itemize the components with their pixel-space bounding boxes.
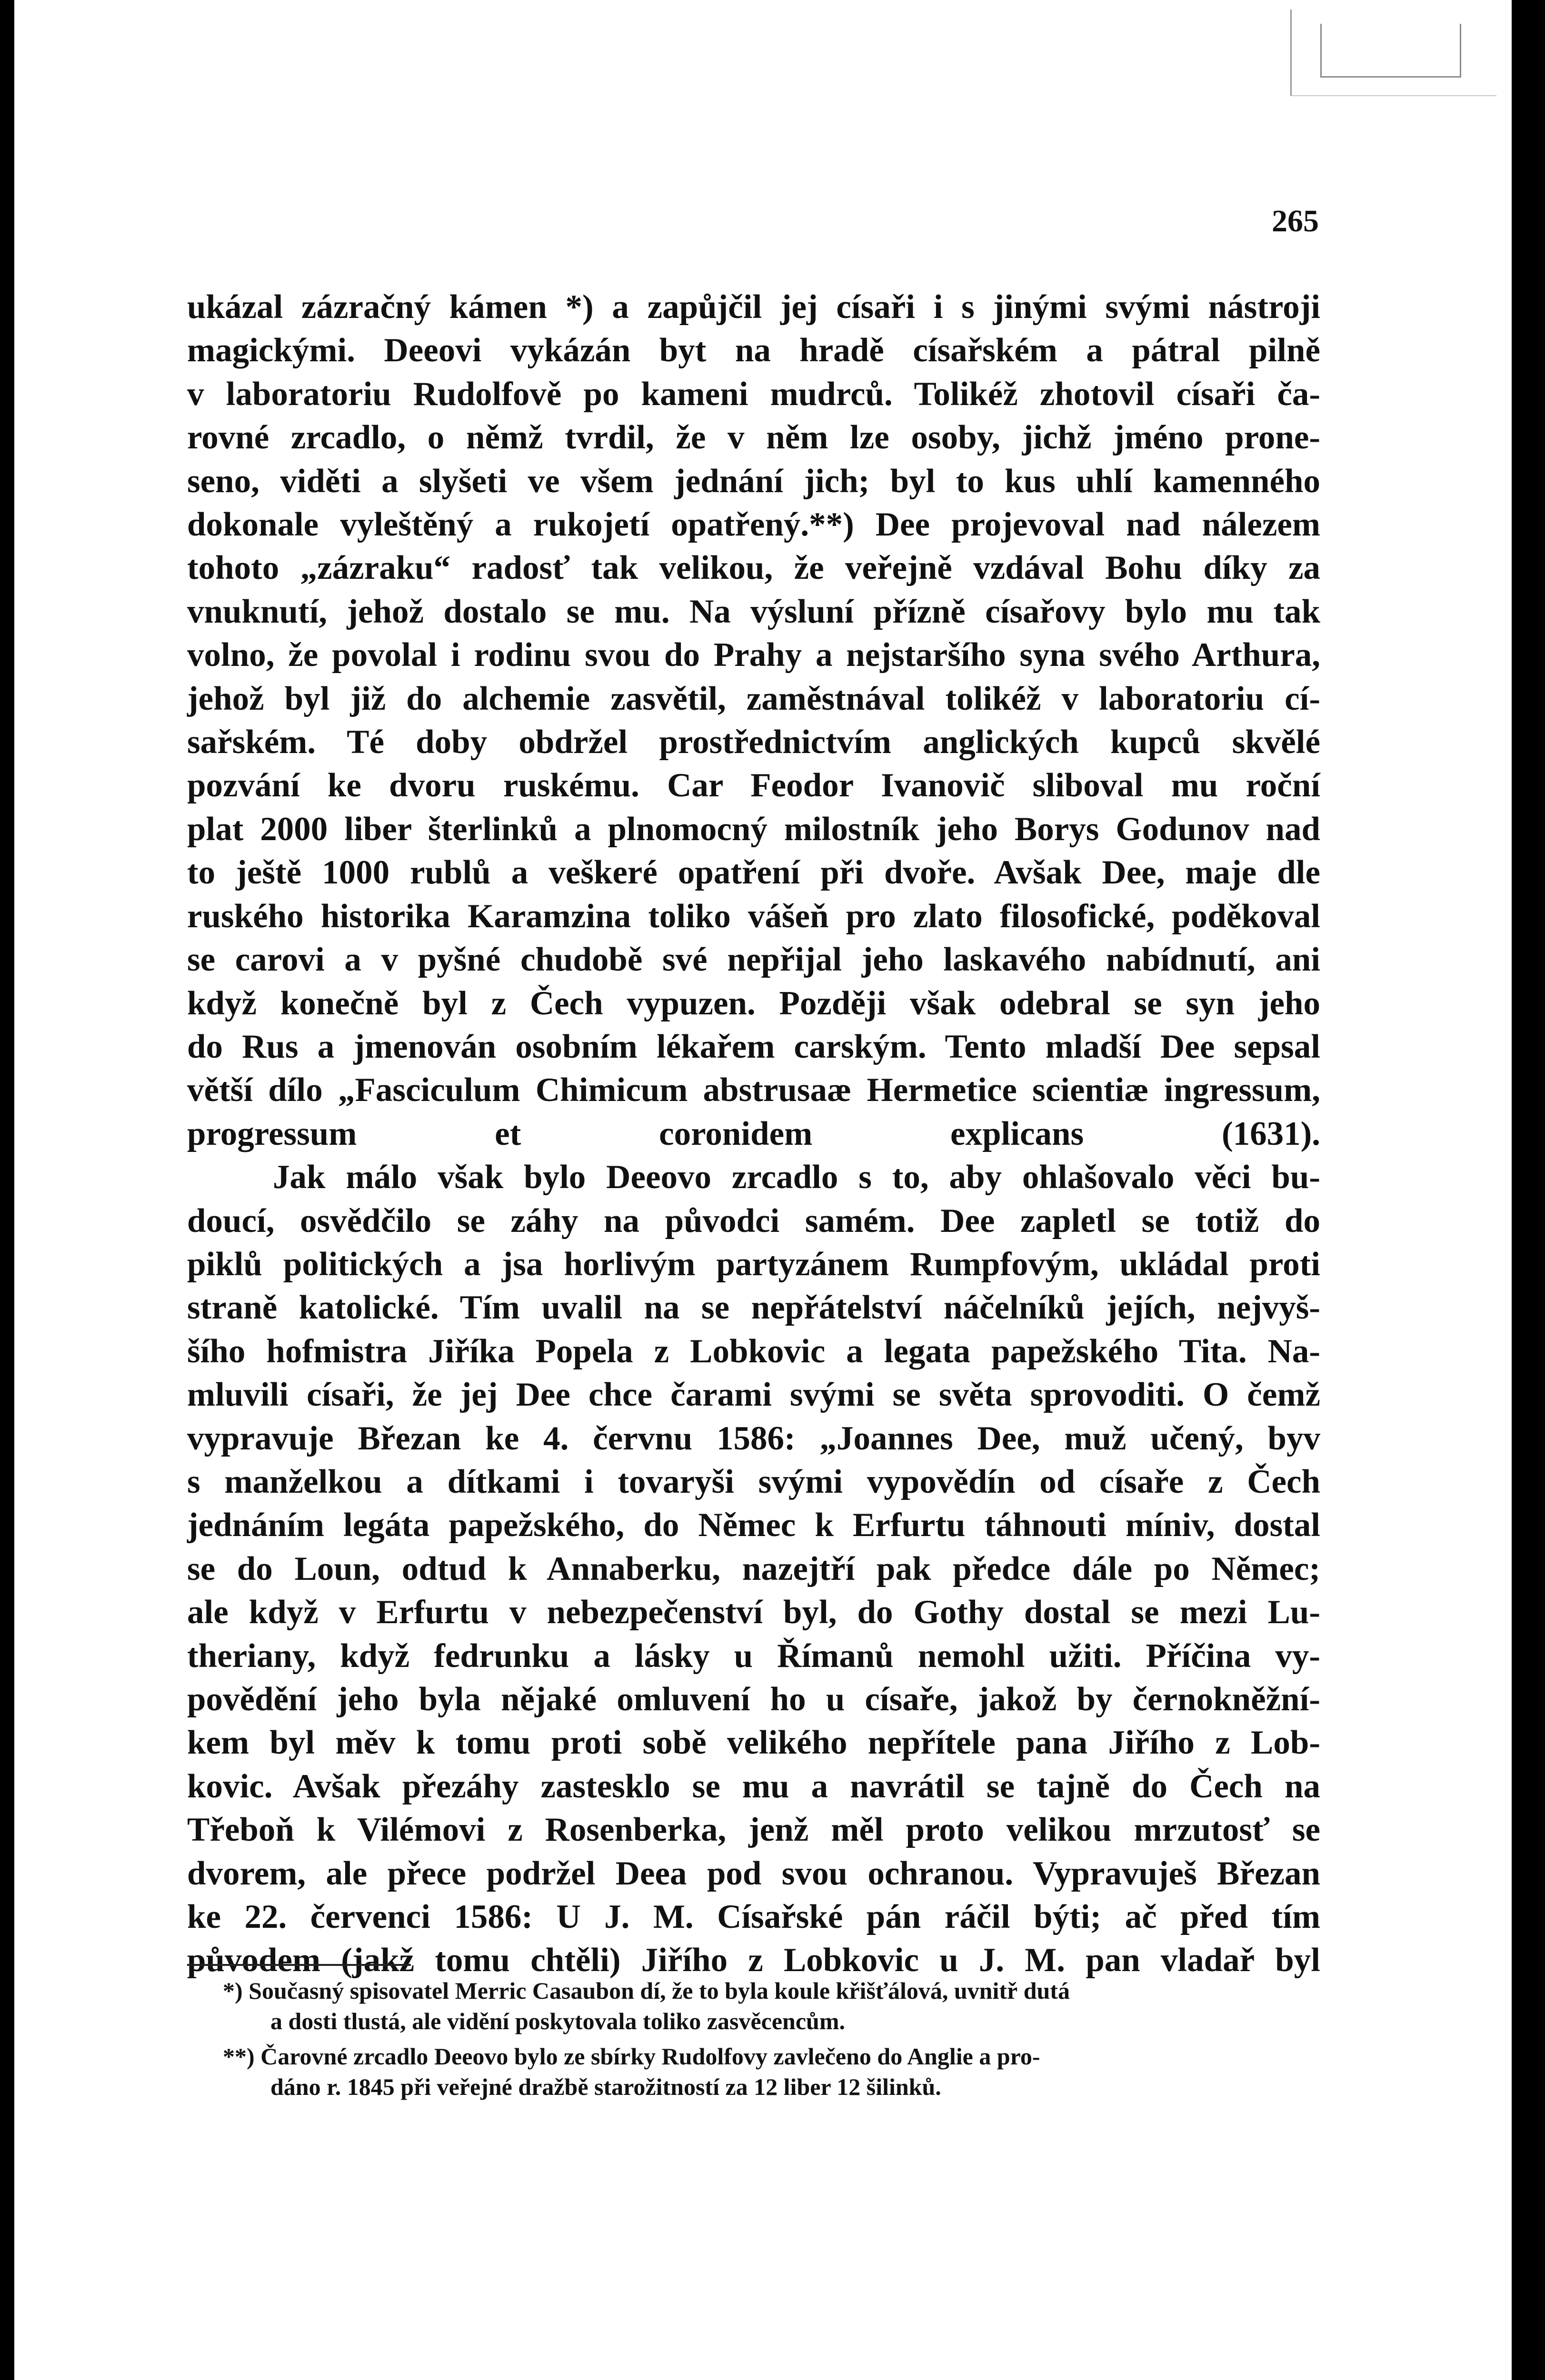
footnote: **) Čarovné zrcadlo Deeovo bylo ze sbírky Rudolfovy zavlečeno do Anglie a pro- dáno r. 1845 při veřejné dražbě starožitností za 12 liber 12 šilinků. <box>223 2043 1040 2100</box>
page-number: 265 <box>1272 204 1319 238</box>
paragraph: Jak málo však bylo Deeovo zrcadlo s to, aby ohlašovalo věci bu- doucí, osvědčilo se záhy na původci samém. Dee zapletl se totiž do piklů politických a jsa horlivým partyzánem Rumpfovým, ukládal proti straně katolické. Tím uvalil na se nepřátelství náčelníků jejích, nejvyš- šího hofmistra Jiříka Popela z Lobkovic a legata papežského Tita. Na- mluvili císaři, že jej Dee chce čarami svými se světa sprovoditi. O čemž vypravuje Březan ke 4. červnu 1586: „Joannes Dee, muž učený, byv s manželkou a dítkami i tovaryši svými vypovědín od císaře z Čech jednáním legáta papežského, do Němec k Erfurtu táhnouti míniv, dostal se do Loun, odtud k Annaberku, nazejtří pak předce dále po Němec; ale když v Erfurtu v nebezpečenství byl, do Gothy dostal se mezi Lu- theriany, když fedrunku a lásky u Římanů nemohl užiti. Příčina vy- povědění jeho byla nějaké omluvení ho u císaře, jakož by černokněžní- kem byl měv k tomu proti sobě velikého nepřítele pana Jiřího z Lob- kovic. Avšak přezáhy zastesklo se mu a navrátil se tajně do Čech na Třeboň k Vilémovi z Rosenberka, jenž měl proto velikou mrzutosť se dvorem, ale přece podržel Deea pod svou ochranou. Vypravuješ Březan ke 22. červenci 1586: U J. M. Císařské pán ráčil býti; ač před tím původem (jakž tomu chtěli) Jiřího z Lobkovic u J. M. pan vladař byl <box>187 1159 1320 1979</box>
main-text <box>187 286 1320 1983</box>
footnote: *) Současný spisovatel Merric Casaubon dí, že to byla koule křišťálová, uvnitř dutá a dosti tlustá, ale vidění poskytovala toliko zasvěcencům. <box>223 1977 1070 2034</box>
scan-corner-mark <box>1290 10 1496 96</box>
footnotes <box>187 1975 1320 2107</box>
book-page <box>14 0 1512 2380</box>
paragraph: ukázal zázračný kámen *) a zapůjčil jej císaři i s jinými svými nástroji magickými. Deeovi vykázán byt na hradě císařském a pátral pilně v laboratoriu Rudolfově po kameni mudrců. Tolikéž zhotovil císaři ča- rovné zrcadlo, o němž tvrdil, že v něm lze osoby, jichž jméno prone- seno, viděti a slyšeti ve všem jednání jich; byl to kus uhlí kamenného dokonale vyleštěný a rukojetí opatřený.**) Dee projevoval nad nálezem tohoto „zázraku“ radosť tak velikou, že veřejně vzdával Bohu díky za vnuknutí, jehož dostalo se mu. Na výsluní přízně císařovy bylo mu tak volno, že povolal i rodinu svou do Prahy a nejstaršího syna svého Arthura, jehož byl již do alchemie zasvětil, zaměstnával tolikéž v laboratoriu cí- sařském. Té doby obdržel prostřednictvím anglických kupců skvělé pozvání ke dvoru ruskému. Car Feodor Ivanovič sliboval mu roční plat 2000 liber šterlinků a plnomocný milostník jeho Borys Godunov nad to ještě 1000 rublů a veškeré opatření při dvoře. Avšak Dee, maje dle ruského historika Karamzina toliko vášeň pro zlato filosofické, poděkoval se carovi a v pyšné chudobě své nepřijal jeho laskavého nabídnutí, ani když konečně byl z Čech vypuzen. Později však odebral se syn jeho do Rus a jmenován osobním lékařem carským. Tento mladší Dee sepsal větší dílo „Fasciculum Chimicum abstrusaæ Hermetice scientiæ ingressum, progressum et coronidem explicans (1631). <box>187 288 1320 1152</box>
footnote-divider <box>187 1964 411 1966</box>
